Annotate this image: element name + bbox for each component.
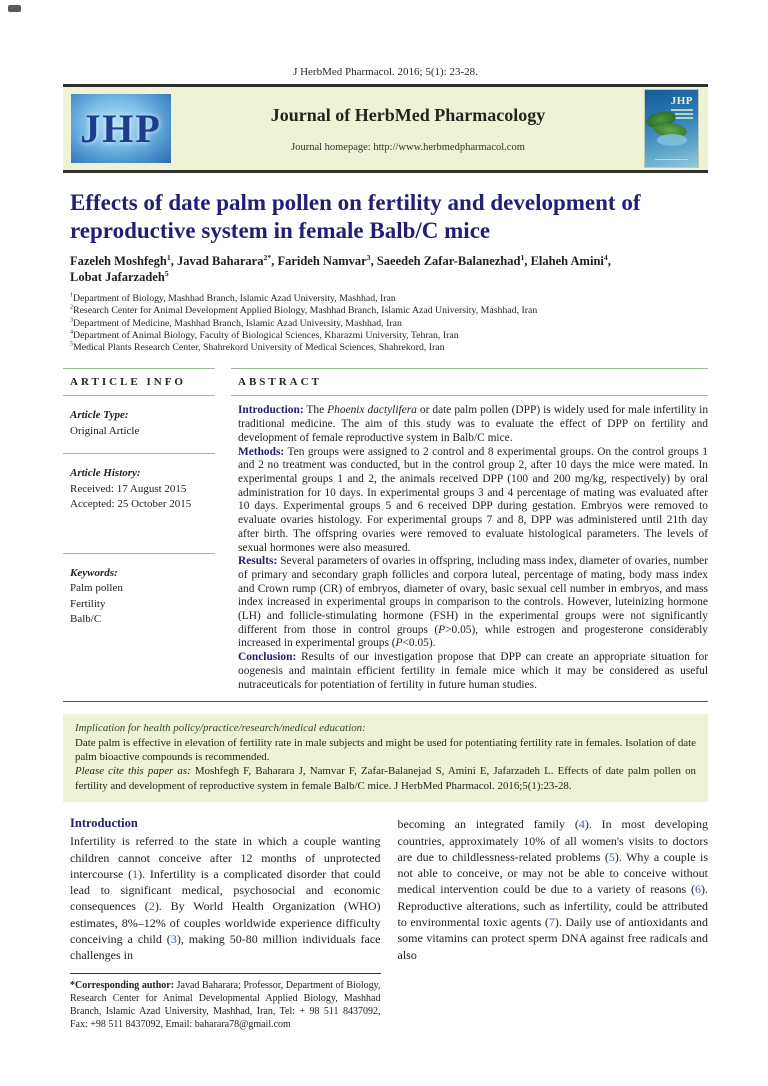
citation-note: Please cite this paper as: Moshfegh F, Baharara J, Namvar F, Zafar-Balanejad S, Amini E, Jafarzadeh L. Effects of date palm pollen on fertility and development of reproductive system in female Balb/C mice. J HerbMed Pharmacol. 2016;5(1):23-28. xyxy=(75,765,696,792)
keyword: Fertility xyxy=(70,597,106,610)
introduction-section xyxy=(70,816,708,1031)
abstract-results: Results: Several parameters of ovaries in offspring, including mass index, diameter of ovaries, number of primary and secondary graph follicles and corpora luteal, percentage of mating, body mass index and Crown rump (CR) of embryos, diameter of ovary, basic sexual cell number in embryos, and mass index increased in experimental groups in comparison to the controls. However, luteinizing hormone (LH) and follicle-stimulating hormone (FSH) in the experimental groups were not significantly different from those in control groups (P>0.05), while estrogen and progesterone considerably increased in experimental groups (P<0.05). xyxy=(238,555,708,650)
masthead-center xyxy=(171,105,645,153)
affiliation-line: $^1$Department of Biology, Mashhad Branch, Islamic Azad University, Mashhad, Iran xyxy=(70,292,396,304)
corresponding-author-note xyxy=(70,973,381,1032)
journal-cover-thumbnail xyxy=(645,90,698,167)
article-type-value: Original Article xyxy=(70,424,140,437)
divider-rule xyxy=(63,553,215,554)
keyword: Balb/C xyxy=(70,613,102,626)
cover-caption-art xyxy=(673,117,693,119)
abstract-introduction: Introduction: The Phoenix dactylifera or date palm pollen (DPP) is widely used for male infertility in traditional medicine. The aim of this study was to evaluate the effect of DPP on fertility and development of female reproductive system in Balb/C mice. xyxy=(238,404,709,444)
corresponding-author-text: *Corresponding author: Javad Baharara; Professor, Department of Biology, Research Center for Animal Developmental Applied Biology, Mashhad Branch, Islamic Azad University, Mashhad, Iran, Tel: + 98 511 8437092, Fax: +98 511 8437092, Email: baharara78@gmail.com xyxy=(70,979,381,1031)
info-abstract-section xyxy=(63,368,708,692)
abstract-panel xyxy=(231,368,708,692)
journal-homepage-link[interactable]: Journal homepage: http://www.herbmedpharmacol.com xyxy=(291,141,525,153)
abstract-methods: Methods: Ten groups were assigned to 2 control and 8 experimental groups. On the control groups 1 and 2 no treatment was conducted, but in the control group 2, after 10 days the mice were mated. In experimental groups 1 and 2, the animals received DPP (100 and 200 mg/kg, respectively) by oral administration for 10 days. In experimental groups 3 and 4 percentage of mating was evaluated after 10 days. Experimental groups 5 and 6 received DPP during gestation. Embryos were removed to evaluate ovaries histology. For experimental groups 7 and 8, DPP was administered until 21th day after birth. The offspring ovaries were removed to evaluate histological parameters. The levels of sexual hormones were also measured. xyxy=(238,445,708,554)
body-column-left xyxy=(70,816,381,1031)
abstract-body xyxy=(238,404,708,692)
implication-box xyxy=(63,714,708,802)
authors-line-1: Fazeleh Moshfegh$^1$, Javad Baharara$^{2*}$, Farideh Namvar$^3$, Saeedeh Zafar-Balanezhad$^1$, Elaheh Amini$^4$, xyxy=(70,252,611,268)
section-divider-rule xyxy=(63,701,708,702)
running-head: J HerbMed Pharmacol. 2016; 5(1): 23-28. xyxy=(293,66,478,78)
accepted-date: Accepted: 25 October 2015 xyxy=(70,498,192,511)
footnote-rule xyxy=(70,973,381,974)
divider-rule xyxy=(63,395,215,396)
cover-jhp-text: JHP xyxy=(670,95,693,107)
article-type-label: Article Type: xyxy=(70,409,129,422)
divider-rule xyxy=(63,368,215,369)
article-info-panel xyxy=(63,368,215,692)
article-info-body xyxy=(70,408,215,453)
authors-line-2: Lobat Jafarzadeh$^5$ xyxy=(70,268,169,284)
introduction-heading: Introduction xyxy=(70,816,138,831)
implication-body: Date palm is effective in elevation of fertility rate in male subjects and might be used for potentiating fertility rate in females. Isolation of date palm bioactive compounds is recommended. xyxy=(75,736,696,764)
article-title: Effects of date palm pollen on fertility and development of reproductive system in female Balb/C mice xyxy=(70,190,641,243)
article-history-body xyxy=(70,466,215,553)
banner-bottom-rule xyxy=(63,170,708,173)
masthead-banner xyxy=(63,87,708,170)
journal-title: Journal of HerbMed Pharmacology xyxy=(270,104,546,125)
affiliation-line: $^4$Department of Animal Biology, Faculty of Biological Sciences, Kharazmi University, Tehran, Iran xyxy=(70,329,459,341)
keywords-body xyxy=(70,566,215,628)
abstract-heading: ABSTRACT xyxy=(238,376,322,389)
divider-rule xyxy=(231,368,708,369)
abstract-conclusion: Conclusion: Results of our investigation propose that DPP can create an appropriate situation for oogenesis and maintain efficient fertility in female mice which it may be considered as useful nutraceuticals for potentiation of fertility in future human studies. xyxy=(238,651,708,691)
affiliation-line: $^2$Research Center for Animal Development Applied Biology, Mashhad Branch, Islamic Azad University, Mashhad, Iran xyxy=(70,305,538,317)
introduction-paragraph-left: Infertility is referred to the state in which a couple wanting children cannot conceive after 12 months of unprotected intercourse (1). Infertility is a complicated disorder that could lead to significant medical, psychosocial and economic consequences (2). By World Health Organization (WHO) estimates, 8%–12% of couples worldwide experience difficulty conceiving a child (3), making 50-80 million individuals face challenges in xyxy=(70,834,381,963)
body-column-right xyxy=(398,816,709,1031)
article-history-label: Article History: xyxy=(70,467,141,480)
affiliation-line: $^5$Medical Plants Research Center, Shahrekord University of Medical Sciences, Shahrekord, Iran xyxy=(70,341,445,354)
cover-footer-art xyxy=(655,159,688,161)
cover-water-art xyxy=(657,134,687,146)
received-date: Received: 17 August 2015 xyxy=(70,482,187,495)
affiliations-block xyxy=(70,293,708,354)
scan-artifact xyxy=(8,5,21,12)
introduction-paragraph-right: becoming an integrated family (4). In most developing countries, approximately 10% of all women's visits to doctors are due to childlessness-related problems (5). Why a couple is not able to conceive, or may not be able to conceive without medical intervention could be due to a variety of reasons (6). Reproductive alterations, such as infertility, could be attributed to environmental toxic agents (7). Daily use of antioxidants and some vitamins can protect sperm DNA against free radicals and also xyxy=(397,817,709,962)
jhp-logo xyxy=(71,94,171,163)
cover-caption-art xyxy=(675,113,693,115)
divider-rule xyxy=(63,453,215,454)
cover-caption-art xyxy=(671,109,693,111)
keywords-label: Keywords: xyxy=(70,566,118,579)
keyword: Palm pollen xyxy=(70,582,123,595)
implication-heading: Implication for health policy/practice/research/medical education: xyxy=(75,722,366,735)
affiliation-line: $^3$Department of Medicine, Mashhad Branch, Islamic Azad University, Mashhad, Iran xyxy=(70,317,402,329)
article-info-heading: ARTICLE INFO xyxy=(70,376,186,389)
divider-rule xyxy=(231,395,708,396)
jhp-logo-text: JHP xyxy=(80,106,162,151)
